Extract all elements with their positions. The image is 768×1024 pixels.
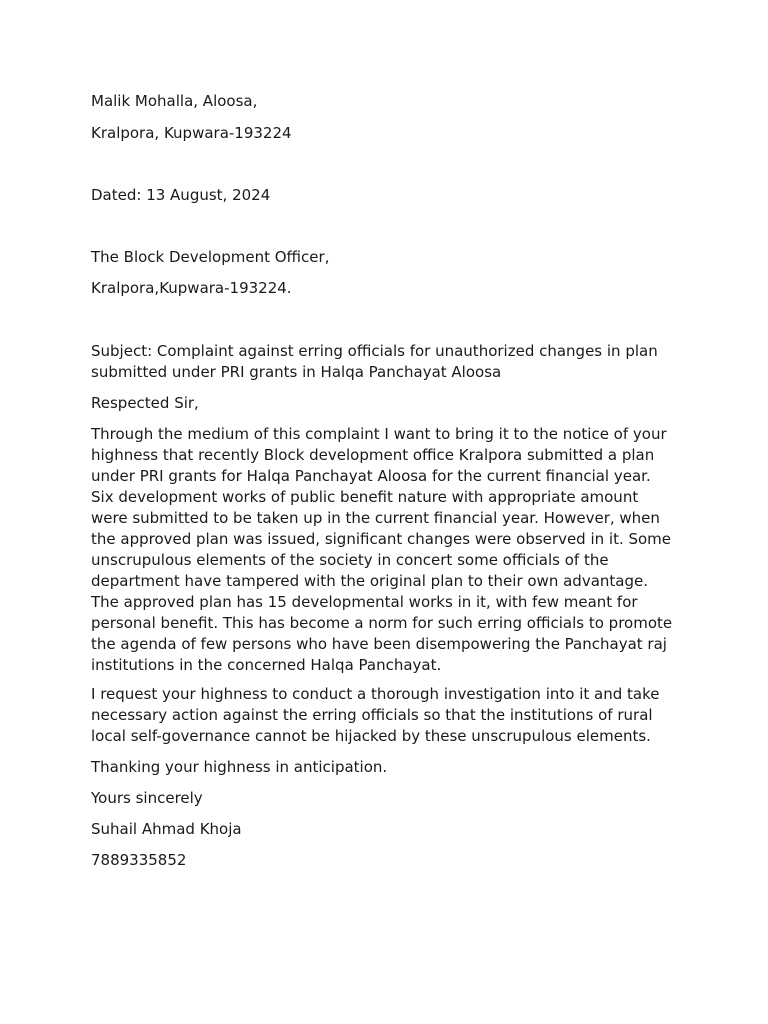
sender-address-line1: Malik Mohalla, Aloosa, xyxy=(91,92,258,110)
paragraph-line: the approved plan was issued, significant changes were observed in it. Some xyxy=(91,530,672,548)
paragraph-line: Through the medium of this complaint I want to bring it to the notice of your xyxy=(91,425,667,443)
sender-address-line2: Kralpora, Kupwara-193224 xyxy=(91,124,292,142)
paragraph-line: the agenda of few persons who have been disempowering the Panchayat raj xyxy=(91,635,667,653)
paragraph-line: The approved plan has 15 developmental works in it, with few meant for xyxy=(91,593,638,611)
recipient-address: Kralpora,Kupwara-193224. xyxy=(91,279,292,297)
recipient-title: The Block Development Officer, xyxy=(91,248,330,266)
salutation: Respected Sir, xyxy=(91,394,199,412)
subject-line: submitted under PRI grants in Halqa Panchayat Aloosa xyxy=(91,363,502,381)
paragraph-line: local self-governance cannot be hijacked by these unscrupulous elements. xyxy=(91,727,651,745)
paragraph-line: I request your highness to conduct a thorough investigation into it and take xyxy=(91,685,660,703)
paragraph-line: were submitted to be taken up in the current financial year. However, when xyxy=(91,509,660,527)
paragraph-line: necessary action against the erring officials so that the institutions of rural xyxy=(91,706,653,724)
paragraph-line: department have tampered with the original plan to their own advantage. xyxy=(91,572,648,590)
signatory-phone: 7889335852 xyxy=(91,851,187,869)
paragraph-line: personal benefit. This has become a norm for such erring officials to promote xyxy=(91,614,673,632)
letter-date: Dated: 13 August, 2024 xyxy=(91,186,271,204)
paragraph-line: highness that recently Block development office Kralpora submitted a plan xyxy=(91,446,655,464)
paragraph-line: unscrupulous elements of the society in concert some officials of the xyxy=(91,551,609,569)
paragraph-line: Six development works of public benefit nature with appropriate amount xyxy=(91,488,639,506)
subject-line: Subject: Complaint against erring officials for unauthorized changes in plan xyxy=(91,342,658,360)
paragraph-line: under PRI grants for Halqa Panchayat Aloosa for the current financial year. xyxy=(91,467,651,485)
subject xyxy=(91,341,681,383)
closing-thanks: Thanking your highness in anticipation. xyxy=(91,758,388,776)
body-paragraph-1 xyxy=(91,424,681,676)
closing-valediction: Yours sincerely xyxy=(91,789,203,807)
body-paragraph-2 xyxy=(91,684,681,747)
paragraph-line: institutions in the concerned Halqa Panchayat. xyxy=(91,656,442,674)
signatory-name: Suhail Ahmad Khoja xyxy=(91,820,242,838)
